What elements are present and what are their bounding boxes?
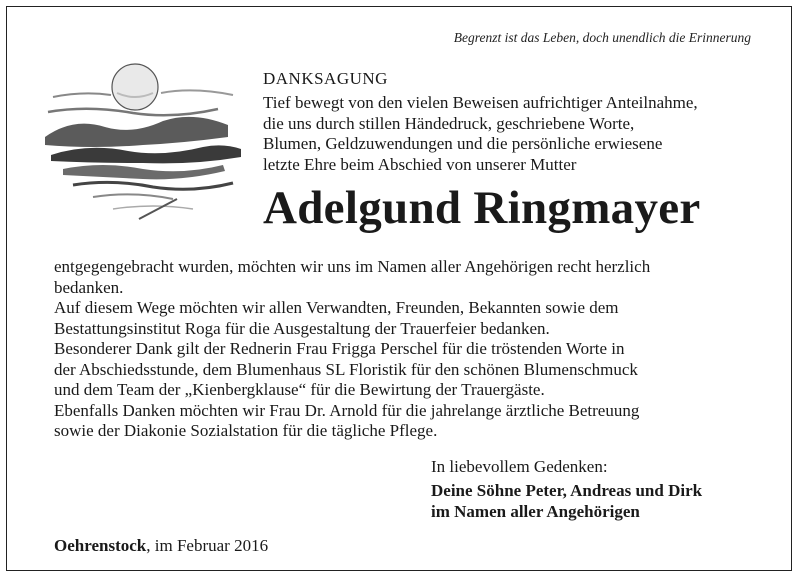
body-line: Auf diesem Wege möchten wir allen Verwandten, Freunden, Bekannten sowie dem xyxy=(54,298,619,317)
body-line: entgegengebracht wurden, möchten wir uns im Namen aller Angehörigen recht herzlich xyxy=(54,257,651,276)
page-title: DANKSAGUNG xyxy=(263,69,388,88)
body-line: und dem Team der „Kienbergklause“ für die Bewirtung der Trauergäste. xyxy=(54,380,545,399)
intro-line: Tief bewegt von den vielen Beweisen aufrichtiger Anteilnahme, xyxy=(263,93,698,112)
date-text: , im Februar 2016 xyxy=(146,536,269,555)
body-line: Besonderer Dank gilt der Rednerin Frau Frigga Perschel für die tröstenden Worte in xyxy=(54,339,625,358)
place-date xyxy=(54,536,268,556)
body-line: bedanken. xyxy=(54,277,124,297)
intro-line: die uns durch stillen Händedruck, geschriebene Worte, xyxy=(263,113,635,133)
signers-block xyxy=(431,480,702,522)
place-name: Oehrenstock xyxy=(54,536,147,555)
intro-line: letzte Ehre beim Abschied von unserer Mutter xyxy=(263,154,577,174)
signer-line: Deine Söhne Peter, Andreas und Dirk xyxy=(431,481,703,500)
body-line: der Abschiedsstunde, dem Blumenhaus SL Floristik für den schönen Blumenschmuck xyxy=(54,359,638,379)
body-paragraph xyxy=(54,257,764,442)
sunset-landscape-icon xyxy=(43,57,251,229)
body-line: Ebenfalls Danken möchten wir Frau Dr. Arnold für die jahrelange ärztliche Betreuung xyxy=(54,400,640,420)
intro-line: Blumen, Geldzuwendungen und die persönliche erwiesene xyxy=(263,134,663,153)
deceased-name: Adelgund Ringmayer xyxy=(263,182,701,234)
obituary-card xyxy=(6,6,792,571)
closing-greeting: In liebevollem Gedenken: xyxy=(431,457,608,476)
body-line: Bestattungsinstitut Roga für die Ausgestaltung der Trauerfeier bedanken. xyxy=(54,318,550,338)
body-line: sowie der Diakonie Sozialstation für die tägliche Pflege. xyxy=(54,421,438,440)
intro-paragraph xyxy=(263,93,763,175)
signer-line: im Namen aller Angehörigen xyxy=(431,502,640,521)
motto-text: Begrenzt ist das Leben, doch unendlich die Erinnerung xyxy=(453,30,751,45)
